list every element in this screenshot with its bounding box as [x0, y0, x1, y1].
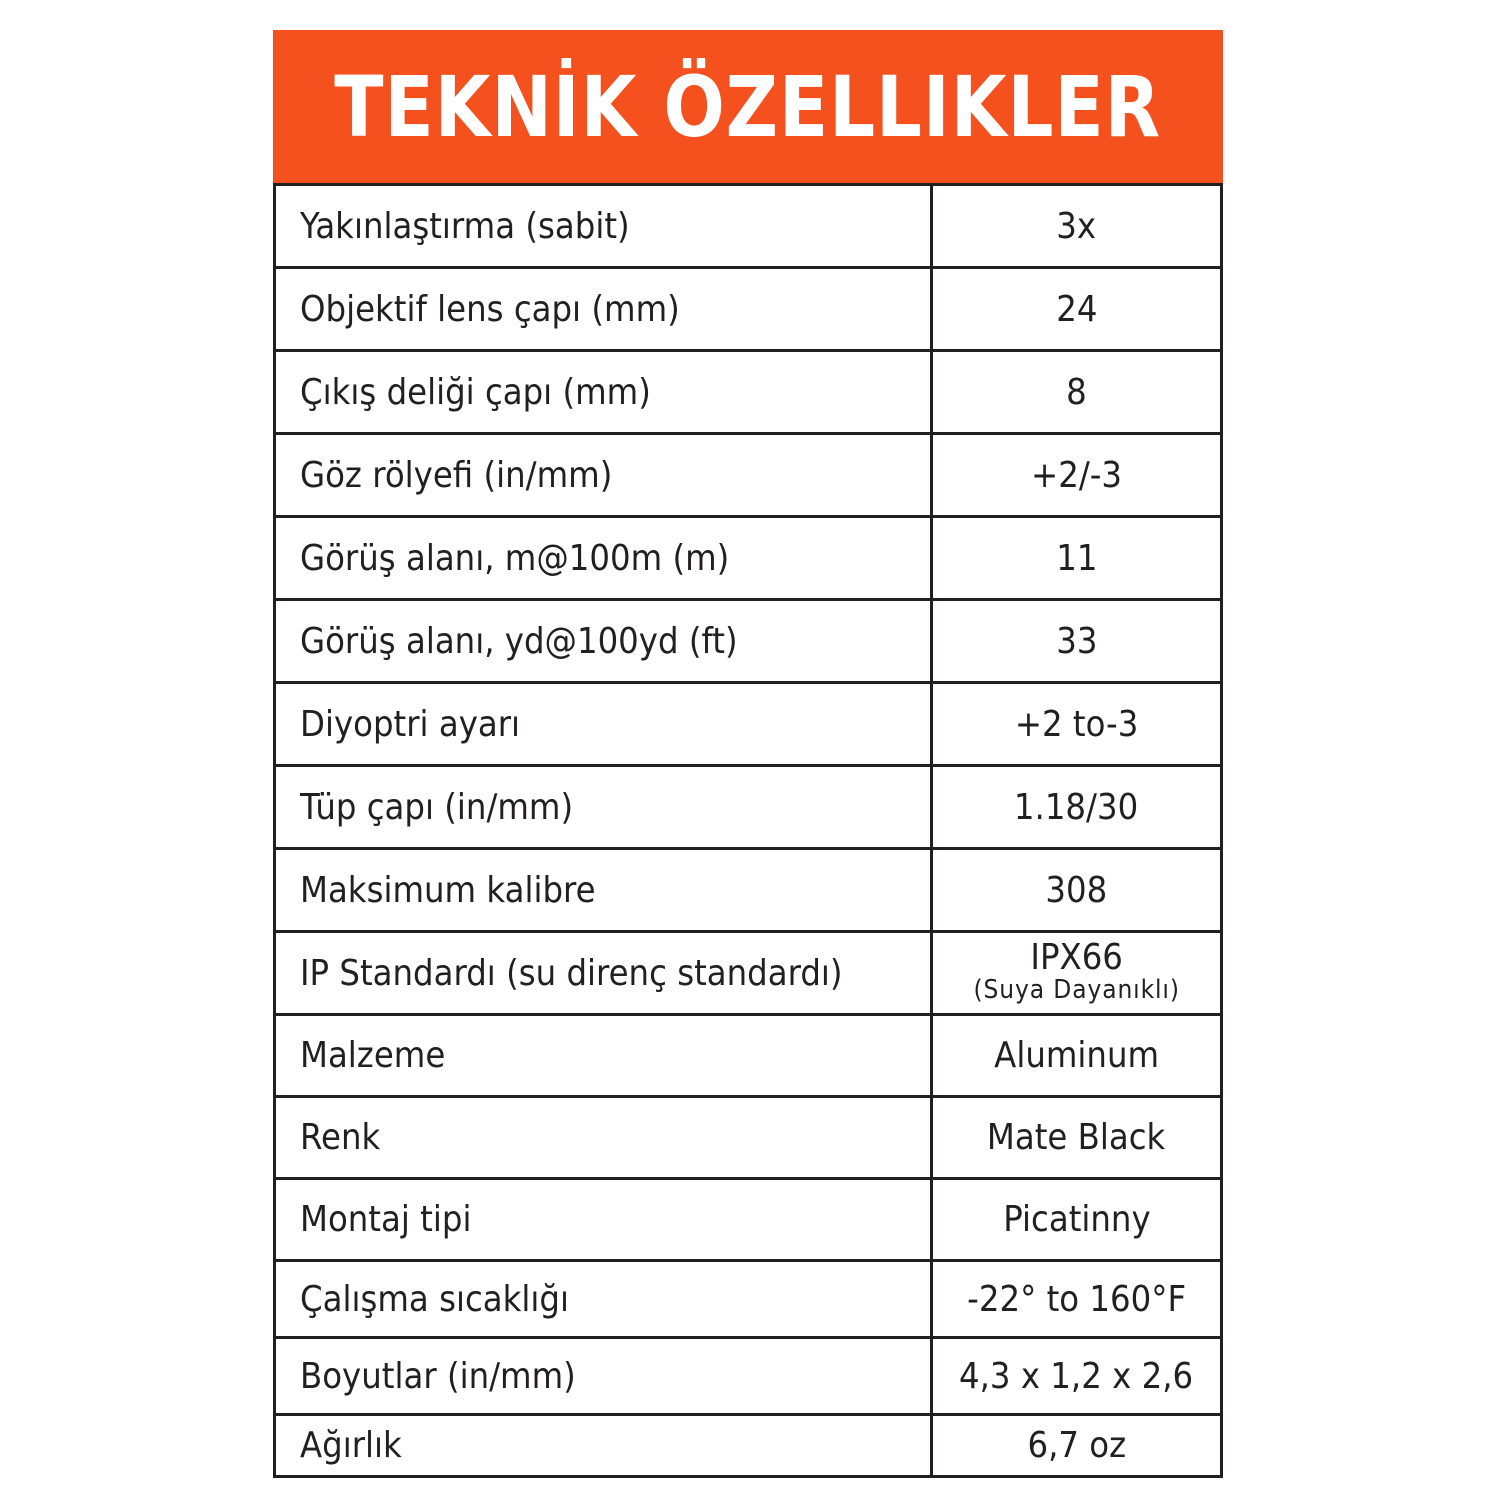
spec-row: [275, 1261, 1222, 1338]
spec-row: [275, 517, 1222, 600]
spec-label-cell: [275, 185, 932, 268]
spec-value-cell: [932, 517, 1222, 600]
spec-value: +2/-3: [1031, 454, 1122, 496]
spec-value: 24: [1055, 288, 1098, 330]
spec-label-cell: [275, 1179, 932, 1261]
spec-value: 308: [1045, 869, 1108, 911]
spec-value-cell: [932, 1179, 1222, 1261]
spec-label: Tüp çapı (in/mm): [300, 786, 574, 828]
spec-label-cell: [275, 849, 932, 932]
spec-row: [275, 1415, 1222, 1477]
spec-value-cell: [932, 268, 1222, 351]
spec-label-cell: [275, 351, 932, 434]
spec-value: 6,7 oz: [1027, 1425, 1126, 1466]
spec-value: 33: [1055, 620, 1098, 662]
spec-label: Diyoptri ayarı: [300, 703, 521, 745]
spec-row: [275, 600, 1222, 683]
spec-label-cell: [275, 1261, 932, 1338]
spec-table-body: [275, 185, 1222, 1477]
spec-row: [275, 1015, 1222, 1097]
spec-label-cell: [275, 1015, 932, 1097]
spec-value: 4,3 x 1,2 x 2,6: [959, 1355, 1194, 1397]
spec-row: [275, 683, 1222, 766]
spec-value: 1.18/30: [1014, 786, 1139, 828]
spec-value-cell: [932, 1097, 1222, 1179]
spec-label: Montaj tipi: [300, 1199, 472, 1240]
spec-value-cell: [932, 849, 1222, 932]
spec-label-cell: [275, 766, 932, 849]
spec-label-cell: [275, 268, 932, 351]
spec-label: Çalışma sıcaklığı: [300, 1278, 569, 1320]
spec-label-cell: [275, 1338, 932, 1415]
spec-label-cell: [275, 434, 932, 517]
spec-label: Renk: [300, 1117, 381, 1158]
spec-label: Maksimum kalibre: [300, 869, 596, 911]
spec-row: [275, 932, 1222, 1015]
page-title: TEKNİK ÖZELLIKLER: [334, 57, 1162, 156]
spec-value-cell: [932, 932, 1222, 1015]
spec-label: Boyutlar (in/mm): [300, 1355, 576, 1397]
spec-value: IPX66: [1030, 937, 1123, 978]
spec-value: 8: [1066, 371, 1087, 413]
spec-value-cell: [932, 1415, 1222, 1477]
spec-value-note: (Suya Dayanıklı): [973, 975, 1180, 1005]
spec-value-cell: [932, 600, 1222, 683]
spec-value: Mate Black: [987, 1117, 1166, 1158]
spec-label: Göz rölyefi (in/mm): [300, 454, 613, 496]
spec-row: [275, 849, 1222, 932]
spec-value-cell: [932, 185, 1222, 268]
spec-row: [275, 434, 1222, 517]
spec-table: [273, 183, 1223, 1478]
spec-label: Görüş alanı, m@100m (m): [300, 537, 730, 579]
spec-label: Çıkış deliği çapı (mm): [300, 371, 651, 413]
spec-row: [275, 268, 1222, 351]
spec-value: Aluminum: [994, 1035, 1159, 1076]
spec-label-cell: [275, 1097, 932, 1179]
spec-value-cell: [932, 766, 1222, 849]
spec-value-cell: [932, 1015, 1222, 1097]
spec-row: [275, 766, 1222, 849]
spec-label-cell: [275, 683, 932, 766]
spec-value-group: [973, 939, 1179, 1003]
spec-label-cell: [275, 932, 932, 1015]
spec-label: Malzeme: [300, 1035, 446, 1076]
spec-value: Picatinny: [1002, 1199, 1151, 1240]
spec-row: [275, 185, 1222, 268]
spec-row: [275, 1338, 1222, 1415]
spec-label-cell: [275, 1415, 932, 1477]
spec-label: Yakınlaştırma (sabit): [300, 205, 630, 247]
spec-label: Ağırlık: [300, 1425, 402, 1466]
spec-row: [275, 351, 1222, 434]
spec-label: IP Standardı (su direnç standardı): [300, 952, 843, 994]
spec-label-cell: [275, 517, 932, 600]
spec-label: Görüş alanı, yd@100yd (ft): [300, 620, 738, 662]
spec-value: 3x: [1056, 205, 1097, 247]
spec-value-cell: [932, 1261, 1222, 1338]
spec-value-cell: [932, 434, 1222, 517]
spec-value: -22° to 160°F: [967, 1278, 1186, 1320]
header-banner: [273, 30, 1223, 183]
spec-row: [275, 1097, 1222, 1179]
spec-value: 11: [1055, 537, 1098, 579]
spec-label: Objektif lens çapı (mm): [300, 288, 680, 330]
spec-value-cell: [932, 1338, 1222, 1415]
spec-value-cell: [932, 351, 1222, 434]
spec-card: [273, 30, 1223, 1476]
spec-value-cell: [932, 683, 1222, 766]
spec-value: +2 to-3: [1014, 703, 1139, 745]
spec-label-cell: [275, 600, 932, 683]
spec-row: [275, 1179, 1222, 1261]
